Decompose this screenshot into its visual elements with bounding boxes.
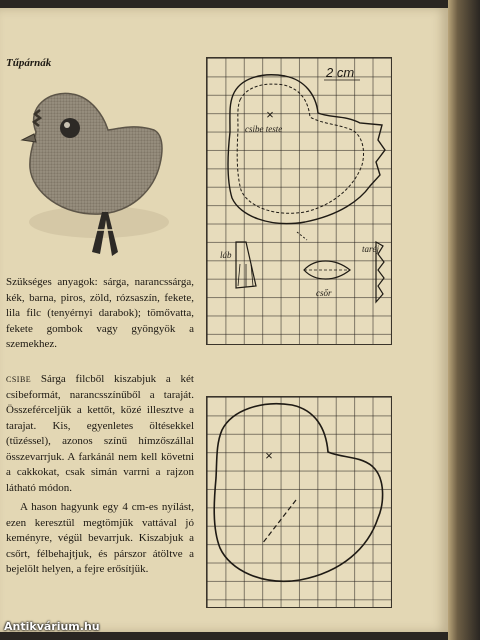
leg-label: láb — [220, 250, 232, 260]
body-label: csibe teste — [245, 124, 283, 134]
section-lead-word: csibe — [6, 373, 32, 385]
materials-text: Szükséges anyagok: sárga, narancssárga, kék, barna, piros, zöld, rózsaszín, fekete, lila filc (tenyérnyi darabok); tömővatta, fekete gombok vagy gyöngyök a szemekhez. — [6, 276, 194, 350]
opening-dashed-line — [262, 500, 296, 544]
instructions-paragraph-2: A hason hagyunk egy 4 cm-es nyílást, ezen keresztül megtömjük vattával jó keményre, végül bevarrjuk. Kiszabjuk a csőrt, félbehajtjuk, és párszor átöltve a bejelölt helyen, a fejre erősítjük. — [6, 501, 194, 575]
page-header: Tűpárnák — [6, 57, 52, 69]
comb-label: taréj — [362, 244, 379, 254]
instructions-text-1: Sárga filcből kiszabjuk a két csibeformát, narancsszínűből a taraját. Összeférceljük a kettőt, közé illesztve a tarajat. Kis, egyenletes öltésekkel (tűzéssel), azonos színű hímzőszállal összevarrjuk. A farkánál nem kell követni a cakkokat, csak simán varrni a rajzon látható módon. — [6, 373, 194, 494]
eye-marker-top: × — [266, 107, 274, 122]
watermark: Antikvárium.hu — [4, 620, 100, 633]
chick-body-outline-large — [214, 404, 382, 582]
scale-label: 2 cm — [326, 65, 355, 80]
beak-label: csőr — [316, 288, 332, 298]
eye-marker-bottom: × — [265, 448, 273, 463]
